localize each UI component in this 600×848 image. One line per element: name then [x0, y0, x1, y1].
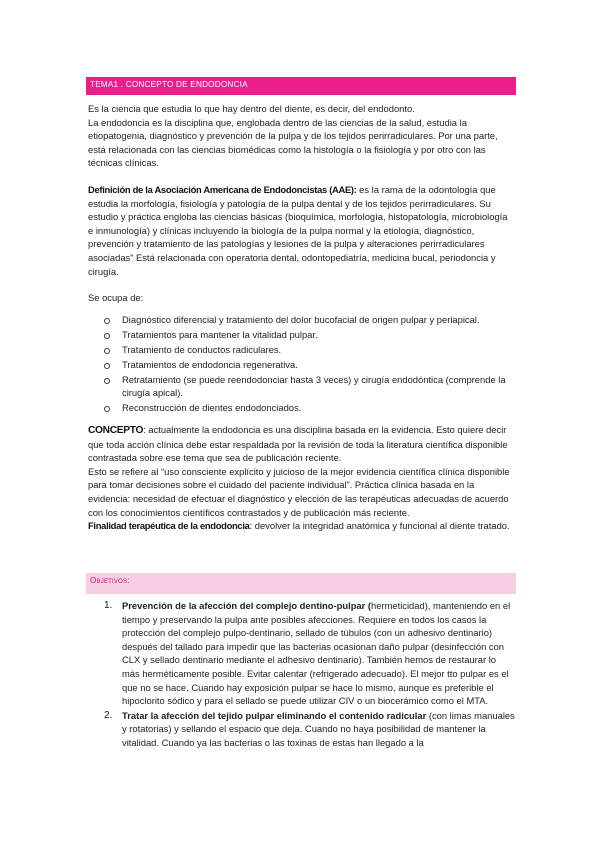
bullet-icon: [104, 378, 110, 384]
finalidad-label: Finalidad terapéutica de la endodoncia: [88, 520, 250, 532]
list-item: [104, 709, 516, 750]
concepto-text-2: Esto se refiere al “uso consciente explícito y juicioso de la mejor evidencia científica clínica disponible para tomar decisiones sobre el cuidado del paciente individual”. Práctica clínica basada en la evidencia: necesidad de efectuar el diagnóstico y elección de las terapéuticas adecuadas de acuerdo con los conocimientos científicos contrastados y de publicación más reciente.: [88, 465, 510, 518]
bullet-icon: [104, 348, 110, 354]
se-ocupa-heading: Se ocupa de:: [88, 292, 144, 303]
bullet-icon: [104, 406, 110, 412]
objetivo-text: hermeticidad), manteniendo en el tiempo y preservando la pulpa ante posibles afecciones. Requiere en todos los casos la protección del complejo pulpo-dentinario, sellado de túbulos (con un adhesivo dentinario) después del tallado para impedir que las bacterias ocasionan daño pulpar (desinfección con CLX y sellado dentinario mediante el adhesivo dentinario). También hemos de restaurar lo más herméticamente posible. Evitar calentar (refrigerado adecuado). El mejor tto pulpar es el que no se hace. Cuando hay exposición pulpar se hace lo mismo, aunque es preferible el hipoclorito sódico y para el sellado se puede utilizar CIV o un biocerámico como el MTA.: [122, 600, 511, 707]
aae-definition-text: es la rama de la odontología que estudia la morfología, fisiología y patología de la pulpa dental y de los tejidos perirradiculares. Su estudio y práctica engloba las ciencias básicas (bioquímica, morfología, histopatología, microbiología e inmunología) y clínicas incluyendo la biología de la pulpa normal y la etiología, diagnóstico, prevención y tratamiento de las patologías y lesiones de la pulpa y alteraciones perirradiculares asociadas” Está relacionada con operatoria dental, odontopediatría, medicina bucal, periodoncia y cirugía.: [88, 184, 508, 277]
list-item: Tratamientos de endodoncia regenerativa.: [104, 358, 516, 372]
list-item: Reconstrucción de dientes endodonciados.: [104, 401, 516, 415]
section-title: TEMA1 . CONCEPTO DE ENDODONCIA: [90, 80, 248, 89]
bullet-icon: [104, 363, 110, 369]
list-item: Tratamiento de conductos radiculares.: [104, 343, 516, 357]
intro-line-2: La endodoncia es la disciplina que, englobada dentro de las ciencias de la salud, estudia la etiopatogenia, diagnóstico y prevención de la pulpa y de los tejidos perirradiculares. Por una parte, está relacionada con las ciencias biomédicas como la histología o la fisiología y por otro con las técnicas clínicas.: [88, 116, 498, 169]
finalidad-text: : devolver la integridad anatómica y funcional al diente tratado.: [249, 520, 510, 532]
item-number: 1.: [104, 600, 113, 611]
aae-definition-paragraph: [88, 183, 514, 278]
objetivo-label: Tratar la afección del tejido pulpar eliminando el contenido radicular: [122, 709, 427, 721]
list-item: Retratamiento (se puede reendodonciar hasta 3 veces) y cirugía endodóntica (comprende la cirugía apical).: [104, 373, 516, 400]
objetivo-label: Prevención de la afección del complejo dentino-pulpar (: [122, 600, 372, 611]
section-header-objetivos: [86, 573, 516, 594]
list-item: [104, 599, 516, 708]
intro-paragraph: [88, 102, 514, 170]
bullet-icon: [104, 333, 110, 339]
intro-line-1: Es la ciencia que estudia lo que hay dentro del diente, es decir, del endodonto.: [88, 103, 415, 114]
bullet-icon: [104, 318, 110, 324]
se-ocupa-list: [104, 313, 516, 416]
section-header-tema1: [86, 77, 516, 95]
concepto-label: CONCEPTO: [88, 425, 144, 436]
section-title: Objetivos:: [90, 576, 130, 585]
item-number: 2.: [104, 709, 113, 721]
objetivo-text: (con limas manuales y rotatorias) y sellando el espacio que deja. Cuando no haya posibilidad de mantener la vitalidad. Cuando ya las bacterias o las toxinas de estas han llegado a la: [122, 709, 515, 748]
list-item: Tratamientos para mantener la vitalidad pulpar.: [104, 328, 516, 342]
objetivos-list: [104, 599, 516, 751]
aae-definition-label: Definición de la Asociación Americana de Endodoncistas (AAE):: [88, 184, 357, 195]
list-item: Diagnóstico diferencial y tratamiento del dolor bucofacial de origen pulpar y periapical.: [104, 313, 516, 327]
concepto-paragraph: [88, 423, 514, 533]
concepto-text: : actualmente la endodoncia es una disciplina basada en la evidencia. Esto quiere decir que toda acción clínica debe estar respaldada por la revisión de toda la literatura científica disponible contrastada sobre ese tema que sea de publicación reciente.: [88, 424, 508, 464]
